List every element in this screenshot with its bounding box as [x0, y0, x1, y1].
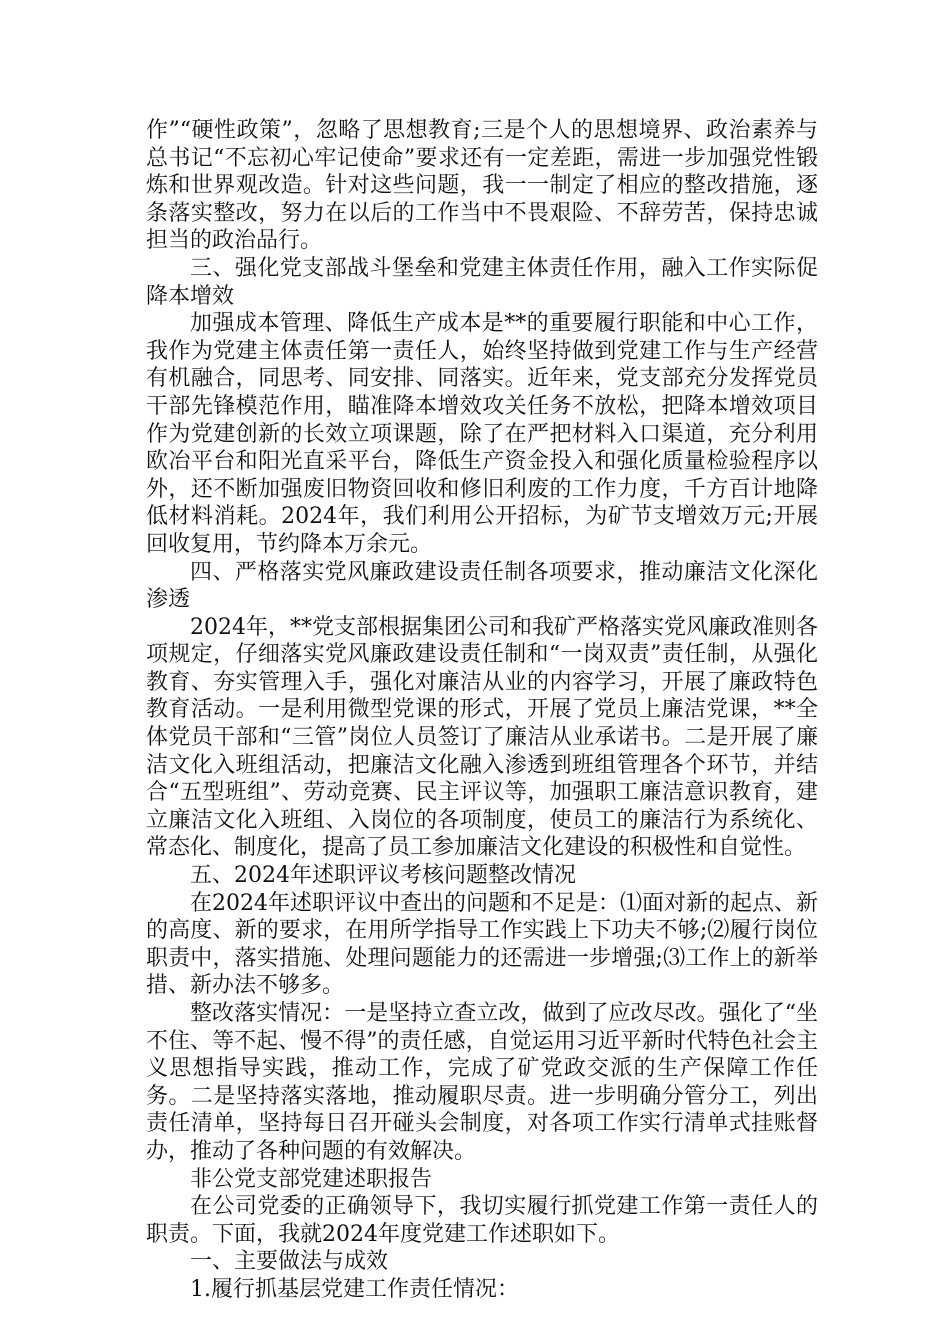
section-heading-1: 一、主要做法与成效	[190, 1249, 389, 1275]
paragraph-rectification: 整改落实情况：一是坚持立查立改，做到了应改尽改。强化了“坐不住、等不起、慢不得”的责任感，自觉运用习近平新时代特色社会主义思想指导实践，推动工作，完成了矿党政交派的生产保障工作任务。二是坚持落实落地，推动履职尽责。进一步明确分管分工，列出责任清单，坚持每日召开碰头会制度，对各项工作实行清单式挂账督办，推动了各种问题的有效解决。	[146, 1001, 818, 1164]
subsection-heading-1-1: 1.履行抓基层党建工作责任情况：	[190, 1276, 519, 1302]
section-heading-4: 四、严格落实党风廉政建设责任制各项要求，推动廉洁文化深化渗透	[146, 559, 818, 613]
document-page	[146, 117, 818, 1304]
paragraph-cost-reduction: 加强成本管理、降低生产成本是**的重要履行职能和中心工作，我作为党建主体责任第一责任人，始终坚持做到党建工作与生产经营有机融合，同思考、同安排、同落实。近年来，党支部充分发挥党员干部先锋模范作用，瞄准降本增效攻关任务不放松，把降本增效项目作为党建创新的长效立项课题，除了在严把材料入口渠道，充分利用欧冶平台和阳光直采平台，降低生产资金投入和强化质量检验程序以外，还不断加强废旧物资回收和修旧利废的工作力度，千方百计地降低材料消耗。2024年，我们利用公开招标，为矿节支增效万元;开展回收复用，节约降本万余元。	[146, 311, 818, 557]
paragraph-integrity: 2024年，**党支部根据集团公司和我矿严格落实党风廉政准则各项规定，仔细落实党风廉政建设责任制和“一岗双责”责任制，从强化教育、夯实管理入手，强化对廉洁从业的内容学习，开展了廉政特色教育活动。一是利用微型党课的形式，开展了党员上廉洁党课，**全体党员干部和“三管”岗位人员签订了廉洁从业承诺书。二是开展了廉洁文化入班组活动，把廉洁文化融入渗透到班组管理各个环节，并结合“五型班组”、劳动竞赛、民主评议等，加强职工廉洁意识教育，建立廉洁文化入班组、入岗位的各项制度，使员工的廉洁行为系统化、常态化、制度化，提高了员工参加廉洁文化建设的积极性和自觉性。	[146, 614, 818, 861]
report-title: 非公党支部党建述职报告	[190, 1166, 433, 1192]
section-heading-5: 五、2024年述职评议考核问题整改情况	[190, 863, 576, 889]
paragraph-continuation: 作”“硬性政策”，忽略了思想教育;三是个人的思想境界、政治素养与总书记“不忘初心牢记使命”要求还有一定差距，需进一步加强党性锻炼和世界观改造。针对这些问题，我一一制定了相应的整改措施，逐条落实整改，努力在以后的工作当中不畏艰险、不辞劳苦，保持忠诚担当的政治品行。	[146, 118, 818, 254]
section-heading-3: 三、强化党支部战斗堡垒和党建主体责任作用，融入工作实际促降本增效	[146, 255, 818, 309]
paragraph-problems: 在2024年述职评议中查出的问题和不足是：⑴面对新的起点、新的高度、新的要求，在用所学指导工作实践上下功夫不够;⑵履行岗位职责中，落实措施、处理问题能力的还需进一步增强;⑶工作上的新举措、新办法不够多。	[146, 890, 818, 999]
paragraph-intro: 在公司党委的正确领导下，我切实履行抓党建工作第一责任人的职责。下面，我就2024年度党建工作述职如下。	[146, 1194, 818, 1247]
